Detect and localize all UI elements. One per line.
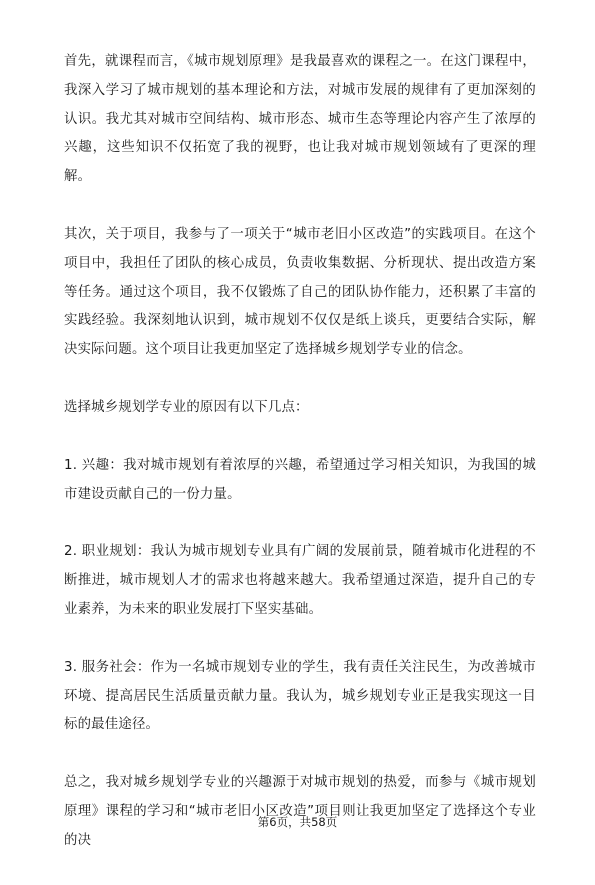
document-body [64,48,536,885]
paragraph-reasons-intro: 选择城乡规划学专业的原因有以下几点： [64,399,309,415]
page-number: 第6页，共58页 [257,815,338,829]
paragraph-course: 首先，就课程而言，《城市规划原理》是我最喜欢的课程之一。在这门课程中，我深入学习了城市规划的基本理论和方法，对城市发展的规律有了更加深刻的认识。我尤其对城市空间结构、城市形态、城市生态等理论内容产生了浓厚的兴趣，这些知识不仅拓宽了我的视野，也让我对城市规划领域有了更深的理解。 [64,54,536,185]
paragraph-reason-interest: 1. 兴趣：我对城市规划有着浓厚的兴趣，希望通过学习相关知识，为我国的城市建设贡献自己的一份力量。 [64,457,536,502]
paragraph-conclusion: 总之，我对城乡规划学专业的兴趣源于对城市规划的热爱，而参与《城市规划原理》课程的学习和“城市老旧小区改造”项目则让我更加坚定了选择这个专业的决 [64,775,536,848]
paragraph-project: 其次，关于项目，我参与了一项关于“城市老旧小区改造”的实践项目。在这个项目中，我担任了团队的核心成员，负责收集数据、分析现状、提出改造方案等任务。通过这个项目，我不仅锻炼了自己的团队协作能力，还积累了丰富的实践经验。我深刻地认识到，城市规划不仅仅是纸上谈兵，更要结合实际，解决实际问题。这个项目让我更加坚定了选择城乡规划学专业的信念。 [64,226,536,358]
paragraph-reason-service: 3. 服务社会：作为一名城市规划专业的学生，我有责任关注民生，为改善城市环境、提高居民生活质量贡献力量。我认为，城乡规划专业正是我实现这一目标的最佳途径。 [64,659,536,733]
paragraph-reason-career: 2. 职业规划：我认为城市规划专业具有广阔的发展前景，随着城市化进程的不断推进，城市规划人才的需求也将越来越大。我希望通过深造，提升自己的专业素养，为未来的职业发展打下坚实基础。 [64,544,536,617]
